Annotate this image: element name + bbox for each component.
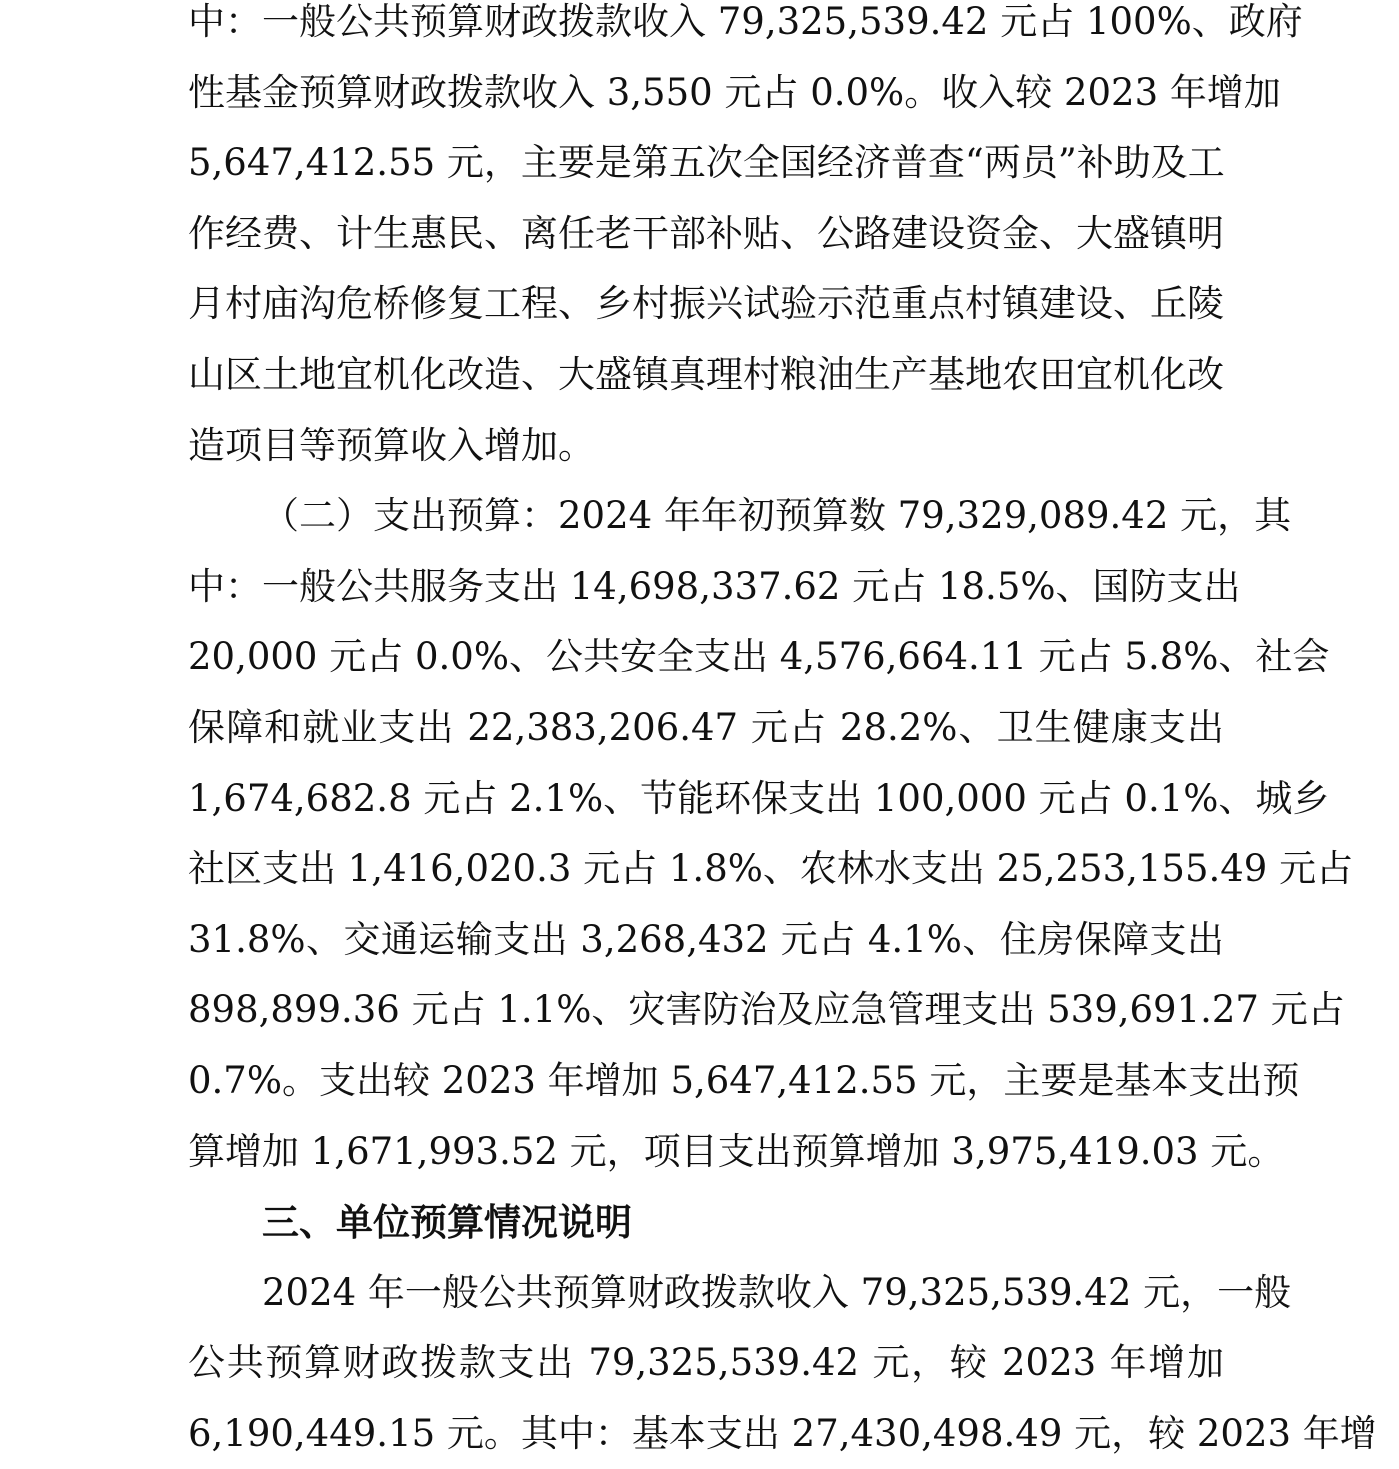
text-line: 中：一般公共预算财政拨款收入 79,325,539.42 元占 100%、政府 [188,0,1303,43]
text-line: 作经费、计生惠民、离任老干部补贴、公路建设资金、大盛镇明 [188,211,1224,255]
document-page [188,0,1377,1469]
text-line: 5,647,412.55 元，主要是第五次全国经济普查“两员”补助及工 [188,141,1225,185]
text-line: 中：一般公共服务支出 14,698,337.62 元占 18.5%、国防支出 [188,564,1241,608]
text-line: 社区支出 1,416,020.3 元占 1.8%、农林水支出 25,253,155.49 元占 [188,847,1354,891]
section-heading: 三、单位预算情况说明 [262,1200,632,1245]
text-line: 20,000 元占 0.0%、公共安全支出 4,576,664.11 元占 5.8%、社会 [188,635,1330,679]
section-subheading-line: （二）支出预算：2024 年年初预算数 79,329,089.42 元，其 [262,494,1292,538]
text-line: 公共预算财政拨款支出 79,325,539.42 元，较 2023 年增加 [188,1341,1224,1385]
text-line: 山区土地宜机化改造、大盛镇真理村粮油生产基地农田宜机化改 [188,352,1224,396]
text-line: 898,899.36 元占 1.1%、灾害防治及应急管理支出 539,691.27 元占 [188,988,1345,1032]
text-line: 造项目等预算收入增加。 [188,423,595,467]
text-line: 2024 年一般公共预算财政拨款收入 79,325,539.42 元，一般 [262,1270,1292,1314]
text-line: 0.7%。支出较 2023 年增加 5,647,412.55 元，主要是基本支出预 [188,1058,1300,1102]
text-line: 6,190,449.15 元。其中：基本支出 27,430,498.49 元，较 2023 年增 [188,1411,1377,1455]
text-line: 31.8%、交通运输支出 3,268,432 元占 4.1%、住房保障支出 [188,917,1224,961]
text-line: 1,674,682.8 元占 2.1%、节能环保支出 100,000 元占 0.1%、城乡 [188,776,1330,820]
text-line: 算增加 1,671,993.52 元，项目支出预算增加 3,975,419.03 元。 [188,1129,1285,1173]
text-line: 月村庙沟危桥修复工程、乡村振兴试验示范重点村镇建设、丘陵 [188,282,1224,326]
text-line: 性基金预算财政拨款收入 3,550 元占 0.0%。收入较 2023 年增加 [188,70,1281,114]
text-line: 保障和就业支出 22,383,206.47 元占 28.2%、卫生健康支出 [188,705,1224,749]
